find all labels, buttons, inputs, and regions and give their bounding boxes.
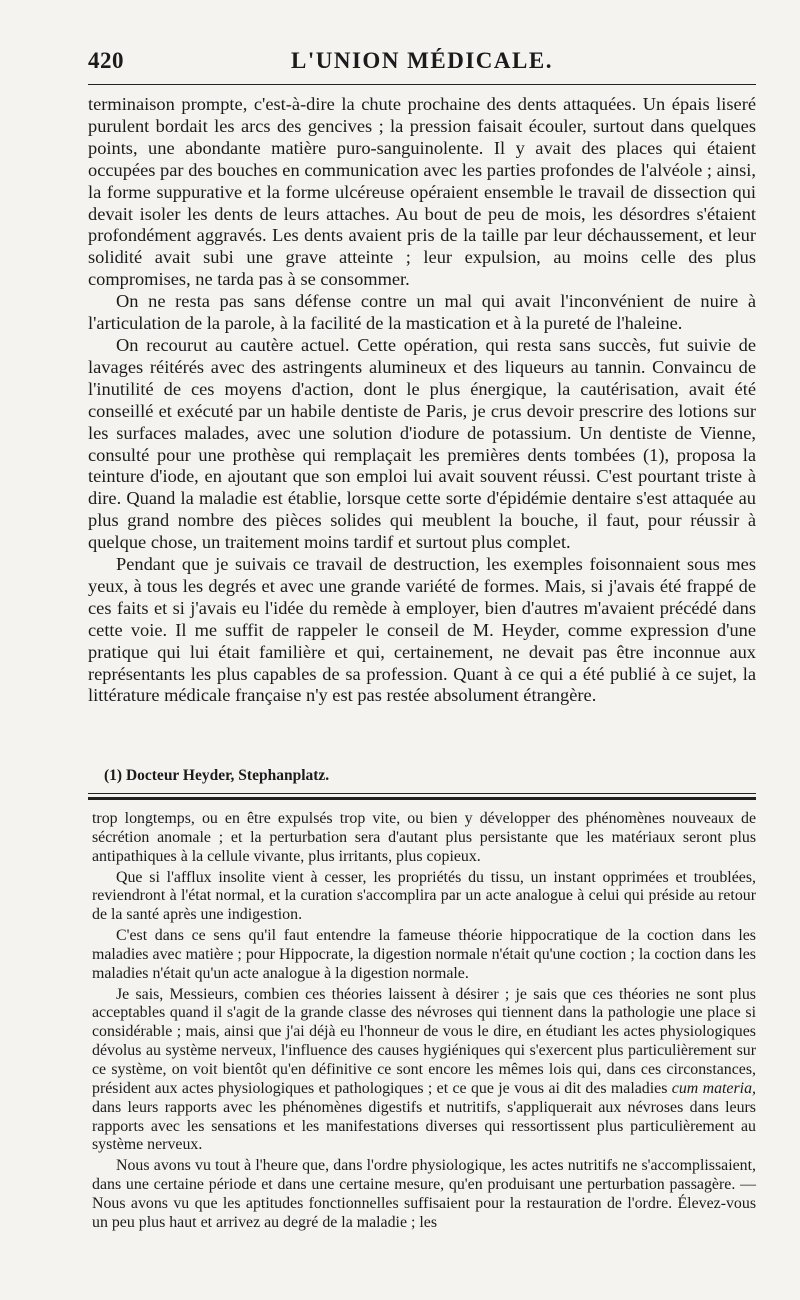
top-paragraph-4: Pendant que je suivais ce travail de destruction, les exemples foisonnaient sous mes yeux, à tous les degrés et avec une grande variété de formes. Mais, si j'avais été frappé de ces faits et si j'avais eu l'idée du remède à employer, bien d'autres m'avaient précédé dans cette voie. Il me suffit de rappeler le conseil de M. Heyder, comme expression d'une pratique qui lui était familière et qui, certainement, ne devait pas être inconnue aux représentants les plus capables de sa profession. Quant à ce qui a été publié à ce sujet, la littérature médicale française n'y est pas restée absolument étrangère.	[88, 554, 756, 706]
bottom-paragraph-4-italic: cum materia,	[671, 1079, 756, 1097]
bottom-paragraph-5: Nous avons vu tout à l'heure que, dans l'ordre physiologique, les actes nutritifs ne s'accomplissaient, dans une certaine période et dans une certaine mesure, qu'en produisant une perturbation passagère. — Nous avons vu que les aptitudes fonctionnelles suffisaient pour la restauration de l'ordre. Élevez-vous un peu plus haut et arrivez au degré de la maladie ; les	[92, 1157, 756, 1231]
bottom-paragraph-4	[92, 986, 756, 1156]
top-paragraph-2: On ne resta pas sans défense contre un mal qui avait l'inconvénient de nuire à l'articulation de la parole, à la facilité de la mastication et à la pureté de l'haleine.	[88, 291, 756, 334]
bottom-column	[92, 810, 756, 1233]
running-title: L'UNION MÉDICALE.	[291, 48, 553, 73]
top-column	[88, 94, 756, 707]
bottom-paragraph-2: Que si l'afflux insolite vient à cesser, les propriétés du tissu, un instant opprimées et troublées, reviendront à l'état normal, et la curation s'accomplira par un acte analogue à celui qui préside au retour de la santé après une indigestion.	[92, 868, 756, 924]
bottom-paragraph-4-part-1: Je sais, Messieurs, combien ces théories laissent à désirer ; je sais que ces théories ne sont plus acceptables quand il s'agit de la grande classe des névroses qui tiennent dans la pathologie une place si considérable ; mais, ainsi que j'ai déjà eu l'honneur de vous le dire, en étudiant les actes physiologiques dévolus au système nerveux, l'influence des causes hygiéniques qui s'exercent plus particulièrement sur ce système, on voit bientôt qu'en définitive ce sont encore les mêmes lois qui, dans ces circonstances, président aux actes physiologiques et pathologiques ; et ce que je vous ai dit des maladies	[92, 985, 756, 1097]
page-header	[88, 44, 756, 80]
bottom-paragraph-3: C'est dans ce sens qu'il faut entendre la fameuse théorie hippocratique de la coction dans les maladies avec matière ; pour Hippocrate, la digestion normale n'était qu'une coction ; la coction dans les maladies n'était qu'un acte analogue à la digestion normale.	[92, 927, 756, 982]
top-paragraph-3: On recourut au cautère actuel. Cette opération, qui resta sans succès, fut suivie de lavages réitérés avec des astringents alumineux et des liqueurs au tannin. Convaincu de l'inutilité de ces moyens d'action, dont le plus énergique, la cautérisation, avait été conseillé et exécuté par un habile dentiste de Paris, je crus devoir prescrire des lotions sur les surfaces malades, avec une solution d'iodure de potassium. Un dentiste de Vienne, consulté pour une prothèse qui remplaçait les premières dents tombées (1), proposa la teinture d'iode, en ajoutant que son emploi lui avait souvent réussi. C'est pourtant triste à dire. Quand la maladie est établie, lorsque cette sorte d'épidémie dentaire s'est attaquée au plus grand nombre des pièces solides qui meublent la bouche, il faut, pour réussir à quelque chose, un traitement moins tardif et surtout plus complet.	[88, 334, 756, 553]
top-paragraph-1: terminaison prompte, c'est-à-dire la chute prochaine des dents attaquées. Un épais liseré purulent bordait les arcs des gencives ; la pression faisait écouler, surtout dans quelques points, une abondante matière puro-sanguinolente. Il y avait des places qui étaient occupées par des bouches en communication avec les parties profondes de l'alvéole ; ainsi, la forme suppurative et la forme ulcéreuse opéraient ensemble le travail de dissection qui devait isoler les dents de leurs attaches. Au bout de peu de mois, les désordres s'étaient profondément aggravés. Les dents avaient pris de la taille par leur déchaussement, et leur solidité avait subi une grave atteinte ; leur expulsion, au moins celle des plus compromises, ne tarda pas à se consommer.	[88, 94, 756, 290]
header-rule	[88, 84, 756, 85]
footnote: (1) Docteur Heyder, Stephanplatz.	[104, 767, 330, 784]
separator-rule-top	[88, 793, 756, 794]
bottom-paragraph-4-part-2: dans leurs rapports avec les phénomènes digestifs et nutritifs, s'appliquerait aux névroses dans leurs rapports avec les sensations et les manifestations diverses qui ressortissent plus particulièrement au système nerveux.	[92, 1098, 756, 1154]
separator-rule-bottom	[88, 797, 756, 800]
bottom-paragraph-1: trop longtemps, ou en être expulsés trop vite, ou bien y développer des phénomènes nouveaux de sécrétion anomale ; et la perturbation sera d'autant plus persistante que les matériaux seront plus antipathiques à la cellule vivante, plus irritants, plus copieux.	[92, 810, 756, 865]
page-number: 420	[88, 48, 124, 73]
